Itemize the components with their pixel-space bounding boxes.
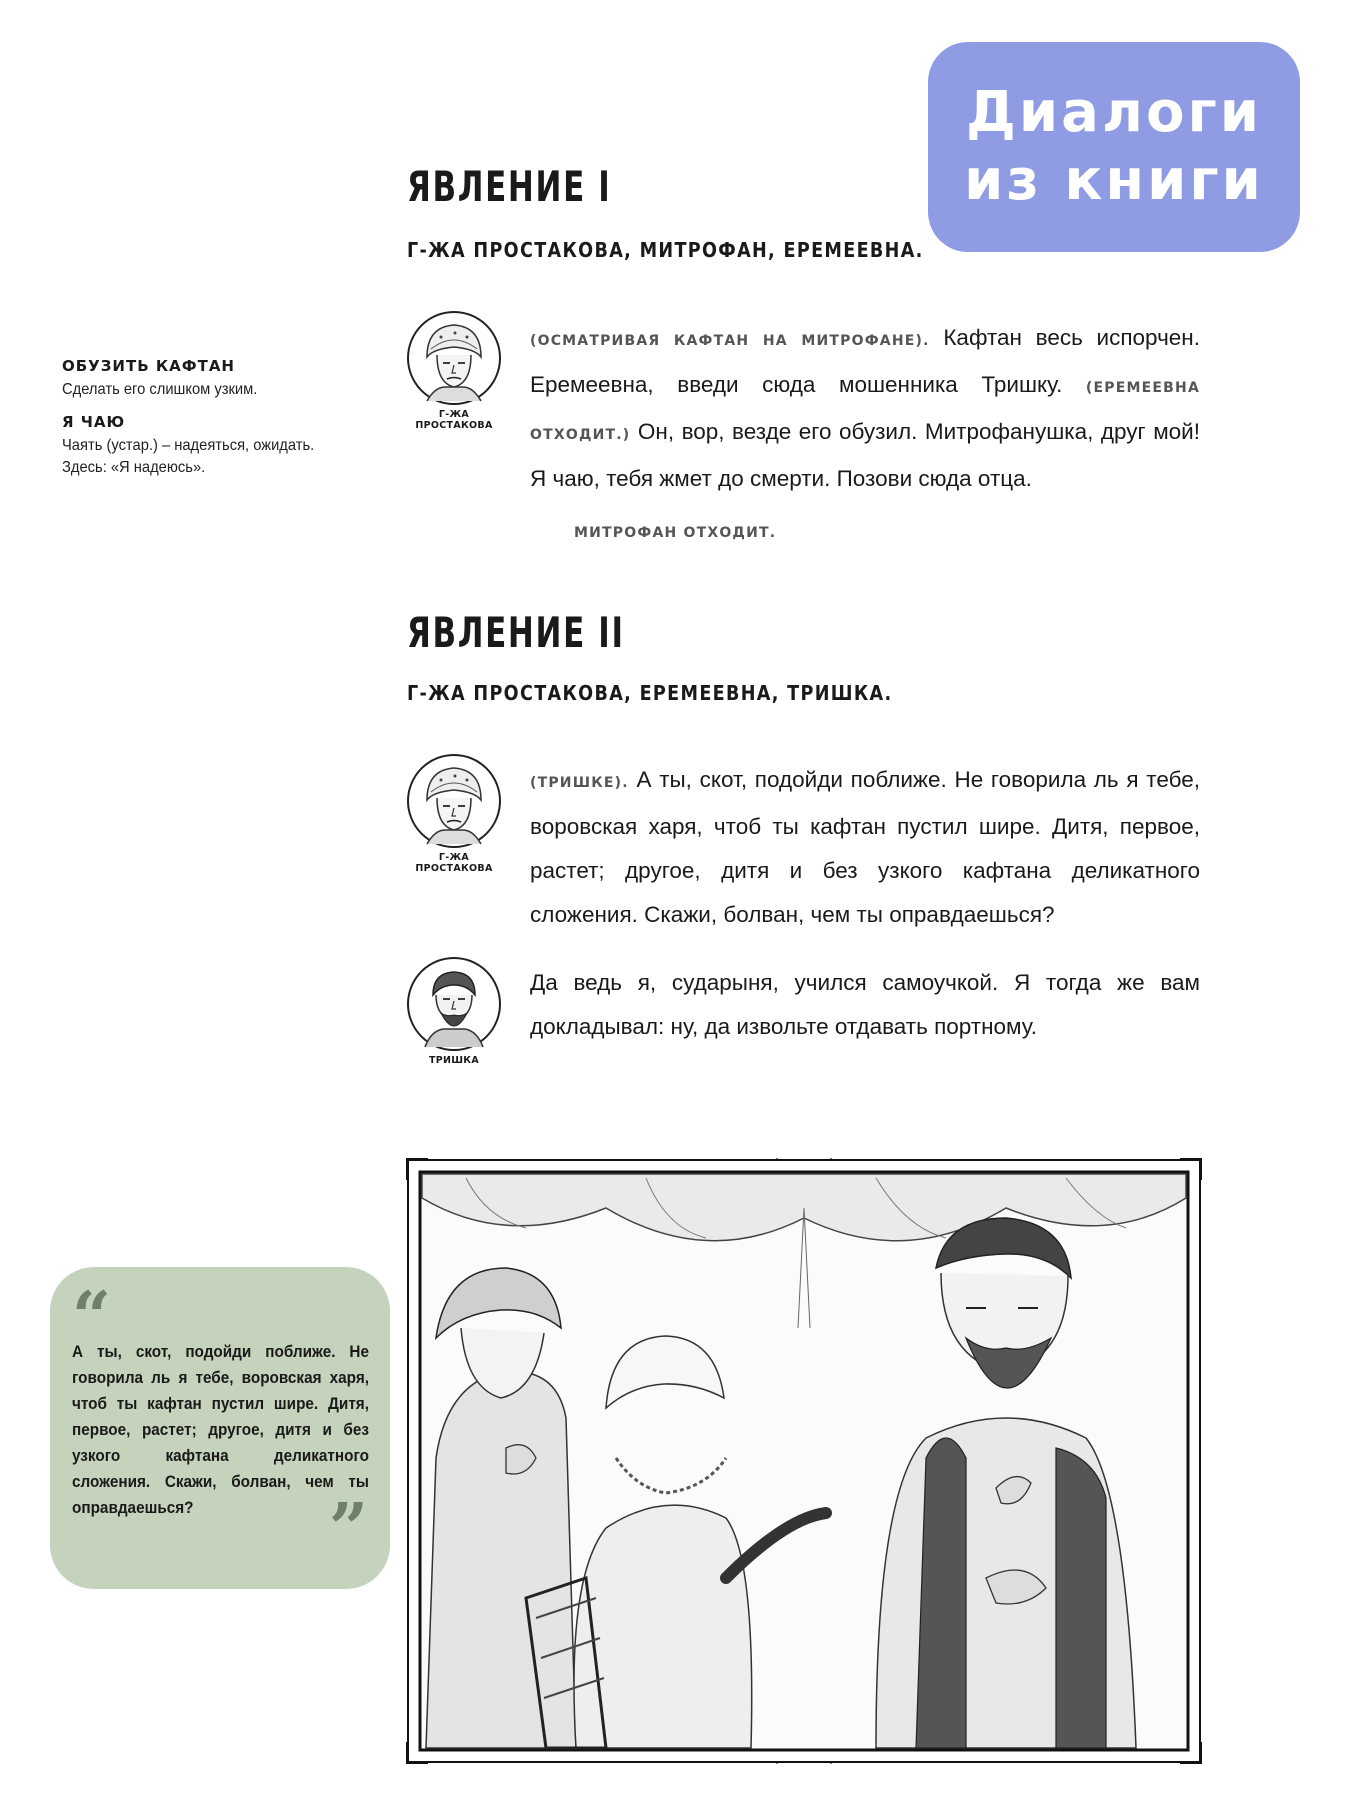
stage-direction: (ЕРЕМЕЕВНА ОТХОДИТ.) xyxy=(530,380,1200,443)
speech-text: А ты, скот, подойди поближе. Не говорила ль я тебе, воровская харя, чтоб ты кафтан пустил шире. Дитя, первое, растет; другое, дитя и без узкого кафтана деликатного сложения. Скажи, болван, чем ты оправдаешься? xyxy=(530,767,1200,927)
prostakova-portrait-icon xyxy=(405,752,503,850)
scene-2-cast: Г-ЖА ПРОСТАКОВА, ЕРЕМЕЕВНА, ТРИШКА. xyxy=(407,681,893,705)
prostakova-portrait-icon xyxy=(405,309,503,407)
portrait-prostakova xyxy=(404,309,504,431)
stage-direction: (ТРИШКЕ). xyxy=(530,775,629,791)
scene-illustration xyxy=(406,1158,1202,1764)
stage-direction-exit: МИТРОФАН ОТХОДИТ. xyxy=(574,525,777,541)
glossary-term: Я ЧАЮ xyxy=(62,413,126,431)
portrait-trishka xyxy=(404,955,504,1066)
glossary-term: ОБУЗИТЬ КАФТАН xyxy=(62,357,235,375)
quote-open-icon: “ xyxy=(72,1277,112,1357)
stage-direction: (ОСМАТРИВАЯ КАФТАН НА МИТРОФАНЕ). xyxy=(530,333,930,349)
badge-line-1: Диалоги xyxy=(966,80,1262,145)
speech-text: Он, вор, везде его обузил. Митрофанушка, друг мой! Я чаю, тебя жмет до смерти. Позови сюда отца. xyxy=(530,419,1200,491)
speech-text: Кафтан весь испорчен. Еремеевна, введи сюда мошенника Тришку. xyxy=(530,325,1200,397)
portrait-prostakova xyxy=(404,752,504,874)
portrait-caption: Г-ЖА ПРОСТАКОВА xyxy=(415,409,493,431)
speech-prostakova-1 xyxy=(530,316,1200,501)
pull-quote xyxy=(50,1267,390,1589)
speech-prostakova-2 xyxy=(530,758,1200,937)
trishka-portrait-icon xyxy=(405,955,503,1053)
portrait-caption: Г-ЖА ПРОСТАКОВА xyxy=(415,852,493,874)
glossary xyxy=(62,357,352,491)
pull-quote-text: А ты, скот, подойди поближе. Не говорила ль я тебе, воровская харя, чтоб ты кафтан пустил шире. Дитя, первое, растет; другое, дитя и без узкого кафтана деликатного сложения. Скажи, болван, чем ты оправдаешься? xyxy=(72,1342,369,1517)
scene-1-title: ЯВЛЕНИЕ I xyxy=(407,162,612,211)
speech-trishka: Да ведь я, сударыня, учился самоучкой. Я тогда же вам докладывал: ну, да извольте отдавать портному. xyxy=(530,970,1200,1039)
quote-close-icon: ” xyxy=(328,1489,368,1569)
scene-2-title: ЯВЛЕНИЕ II xyxy=(407,608,625,657)
portrait-caption: ТРИШКА xyxy=(428,1055,480,1066)
glossary-definition: Сделать его слишком узким. xyxy=(62,381,258,398)
section-badge xyxy=(928,42,1300,252)
glossary-definition: Чаять (устар.) – надеяться, ожидать. Здесь: «Я надеюсь». xyxy=(62,437,315,476)
scene-1-cast: Г-ЖА ПРОСТАКОВА, МИТРОФАН, ЕРЕМЕЕВНА. xyxy=(407,238,924,262)
badge-line-2: из книги xyxy=(964,148,1264,213)
